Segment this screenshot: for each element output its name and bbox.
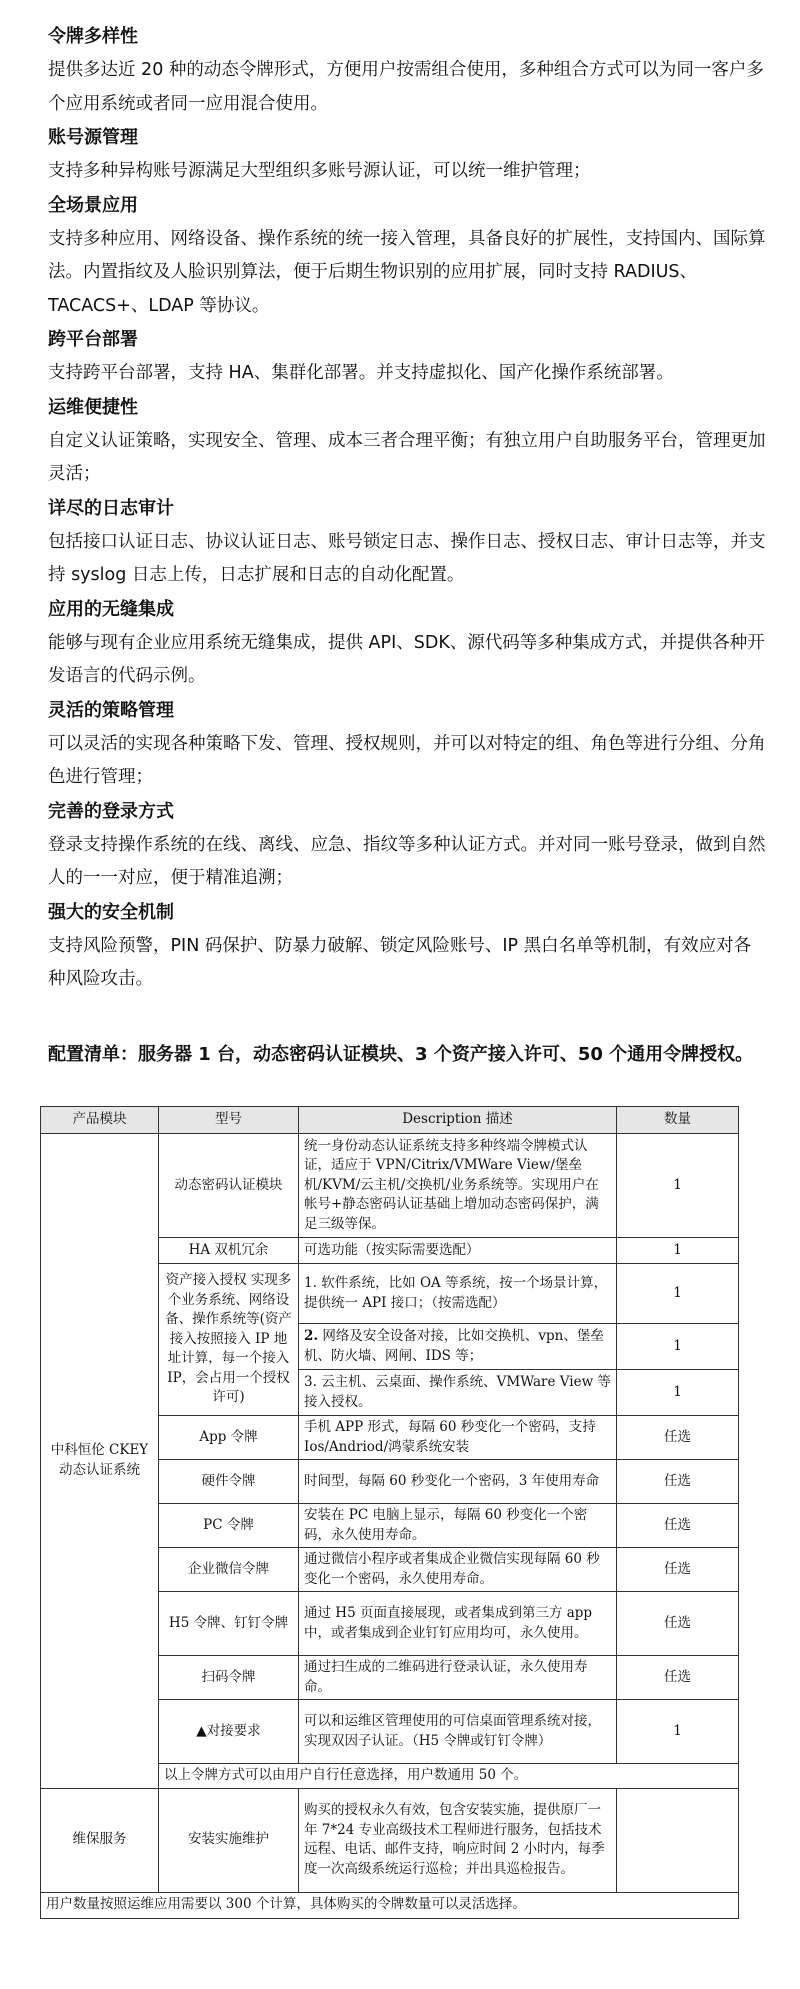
feature-desc: 自定义认证策略，实现安全、管理、成本三者合理平衡；有独立用户自助服务平台，管理更加灵活；: [48, 430, 766, 484]
header-module: 产品模块: [41, 1107, 159, 1134]
feature-list: [48, 20, 768, 997]
desc-cell: 时间型，每隔 60 秒变化一个密码，3 年使用寿命: [299, 1460, 617, 1504]
model-cell: 安装实施维护: [159, 1788, 299, 1892]
model-cell: 资产接入授权 实现多个业务系统、网络设备、操作系统等(资产接入按照接入 IP 地址计算，每一个接入 IP，会占用一个授权许可): [159, 1264, 299, 1416]
desc-cell: 通过微信小程序或者集成企业微信实现每隔 60 秒变化一个密码，永久使用寿命。: [299, 1548, 617, 1592]
qty-cell: 1: [617, 1264, 739, 1324]
desc-cell: 通过扫生成的二维码进行登录认证，永久使用寿命。: [299, 1656, 617, 1700]
feature-title: 应用的无缝集成: [48, 598, 174, 620]
feature-title: 详尽的日志审计: [48, 497, 174, 519]
feature-item: [48, 593, 768, 694]
module-cell: 维保服务: [41, 1788, 159, 1892]
header-model: 型号: [159, 1107, 299, 1134]
qty-cell: 任选: [617, 1592, 739, 1656]
qty-cell: 任选: [617, 1460, 739, 1504]
model-cell: 动态密码认证模块: [159, 1134, 299, 1238]
feature-desc: 支持多种应用、网络设备、操作系统的统一接入管理，具备良好的扩展性，支持国内、国际算法。内置指纹及人脸识别算法，便于后期生物识别的应用扩展，同时支持 RADIUS、TACACS+、LDAP 等协议。: [48, 228, 766, 316]
feature-item: [48, 323, 768, 391]
qty-cell: 任选: [617, 1656, 739, 1700]
qty-cell: 任选: [617, 1504, 739, 1548]
desc-cell: [299, 1264, 617, 1324]
list-text: 云主机、云桌面、操作系统、VMWare View 等接入授权。: [304, 1374, 611, 1410]
desc-cell: 安装在 PC 电脑上显示，每隔 60 秒变化一个密码，永久使用寿命。: [299, 1504, 617, 1548]
feature-title: 完善的登录方式: [48, 800, 174, 822]
model-cell: H5 令牌、钉钉令牌: [159, 1592, 299, 1656]
desc-cell: 手机 APP 形式，每隔 60 秒变化一个密码，支持 Ios/Andriod/鸿蒙系统安装: [299, 1416, 617, 1460]
model-cell: App 令牌: [159, 1416, 299, 1460]
list-text: 软件系统，比如 OA 等系统，按一个场景计算，提供统一 API 接口；（按需选配）: [304, 1275, 608, 1311]
table-footer-row: [41, 1892, 739, 1918]
feature-title: 全场景应用: [48, 194, 138, 216]
feature-desc: 提供多达近 20 种的动态令牌形式，方便用户按需组合使用，多种组合方式可以为同一客户多个应用系统或者同一应用混合使用。: [48, 60, 764, 114]
module-cell: 中科恒伦 CKEY 动态认证系统: [41, 1134, 159, 1789]
model-cell: 企业微信令牌: [159, 1548, 299, 1592]
spec-table: [40, 1106, 739, 1919]
model-cell: 硬件令牌: [159, 1460, 299, 1504]
model-cell: HA 双机冗余: [159, 1238, 299, 1264]
feature-title: 跨平台部署: [48, 329, 138, 350]
qty-cell: 1: [617, 1324, 739, 1370]
desc-cell: 可选功能（按实际需要选配）: [299, 1238, 617, 1264]
list-number: 2.: [304, 1328, 319, 1344]
feature-item: [48, 492, 768, 593]
table-footer-note: 用户数量按照运维应用需要以 300 个计算，具体购买的令牌数量可以灵活选择。: [41, 1892, 739, 1918]
header-quantity: 数量: [617, 1107, 739, 1134]
qty-cell: [617, 1788, 739, 1892]
desc-cell: 可以和运维区管理使用的可信桌面管理系统对接，实现双因子认证。（H5 令牌或钉钉令牌）: [299, 1700, 617, 1764]
feature-item: [48, 795, 768, 896]
feature-desc: 支持多种异构账号源满足大型组织多账号源认证，可以统一维护管理；: [48, 161, 591, 181]
feature-item: [48, 189, 768, 324]
desc-cell: 通过 H5 页面直接展现，或者集成到第三方 app 中，或者集成到企业钉钉应用均可，永久使用。: [299, 1592, 617, 1656]
feature-title: 账号源管理: [48, 127, 138, 148]
feature-title: 强大的安全机制: [48, 901, 174, 923]
table-row: [41, 1134, 739, 1238]
feature-desc: 包括接口认证日志、协议认证日志、账号锁定日志、操作日志、授权日志、审计日志等，并支持 syslog 日志上传，日志扩展和日志的自动化配置。: [48, 531, 766, 585]
feature-desc: 支持风险预警，PIN 码保护、防暴力破解、锁定风险账号、IP 黑白名单等机制，有效应对各种风险攻击。: [48, 935, 752, 989]
qty-cell: 1: [617, 1700, 739, 1764]
feature-title: 灵活的策略管理: [48, 699, 174, 721]
feature-title: 运维便捷性: [48, 396, 138, 418]
desc-cell: [299, 1370, 617, 1416]
feature-desc: 可以灵活的实现各种策略下发、管理、授权规则，并可以对特定的组、角色等进行分组、分角色进行管理；: [48, 733, 766, 787]
feature-desc: 登录支持操作系统的在线、离线、应急、指纹等多种认证方式。并对同一账号登录，做到自然人的一一对应，便于精准追溯；: [48, 834, 766, 888]
config-summary: 配置清单：服务器 1 台，动态密码认证模块、3 个资产接入许可、50 个通用令牌授权。: [48, 1044, 754, 1065]
header-description: Description 描述: [299, 1107, 617, 1134]
qty-cell: 任选: [617, 1548, 739, 1592]
table-header-row: [41, 1107, 739, 1134]
token-note: 以上令牌方式可以由用户自行任意选择，用户数通用 50 个。: [159, 1764, 739, 1789]
feature-desc: 能够与现有企业应用系统无缝集成，提供 API、SDK、源代码等多种集成方式，并提供各种开发语言的代码示例。: [48, 632, 765, 686]
list-number: 3.: [304, 1374, 317, 1390]
desc-cell: [299, 1324, 617, 1370]
desc-cell: 统一身份动态认证系统支持多种终端令牌模式认证，适应于 VPN/Citrix/VMWare View/堡垒机/KVM/云主机/交换机/业务系统等。实现用户在帐号+静态密码认证基础上增加动态密码保护，满足三级等保。: [299, 1134, 617, 1238]
feature-item: [48, 391, 768, 492]
model-cell: PC 令牌: [159, 1504, 299, 1548]
list-number: 1.: [304, 1275, 317, 1291]
feature-item: [48, 121, 768, 189]
feature-desc: 支持跨平台部署，支持 HA、集群化部署。并支持虚拟化、国产化操作系统部署。: [48, 363, 674, 383]
model-cell: ▲对接要求: [159, 1700, 299, 1764]
model-cell: 扫码令牌: [159, 1656, 299, 1700]
feature-item: [48, 20, 768, 121]
desc-cell: 购买的授权永久有效，包含安装实施，提供原厂一年 7*24 专业高级技术工程师进行服务，包括技术远程、电话、邮件支持，响应时间 2 小时内，每季度一次高级系统运行巡检；并出具巡检报告。: [299, 1788, 617, 1892]
table-row: [41, 1788, 739, 1892]
qty-cell: 1: [617, 1370, 739, 1416]
qty-cell: 任选: [617, 1416, 739, 1460]
feature-item: [48, 896, 768, 997]
qty-cell: 1: [617, 1238, 739, 1264]
feature-title: 令牌多样性: [48, 26, 138, 47]
feature-item: [48, 694, 768, 795]
qty-cell: 1: [617, 1134, 739, 1238]
list-text: 网络及安全设备对接，比如交换机、vpn、堡垒机、防火墙、网闸、IDS 等；: [304, 1328, 604, 1364]
